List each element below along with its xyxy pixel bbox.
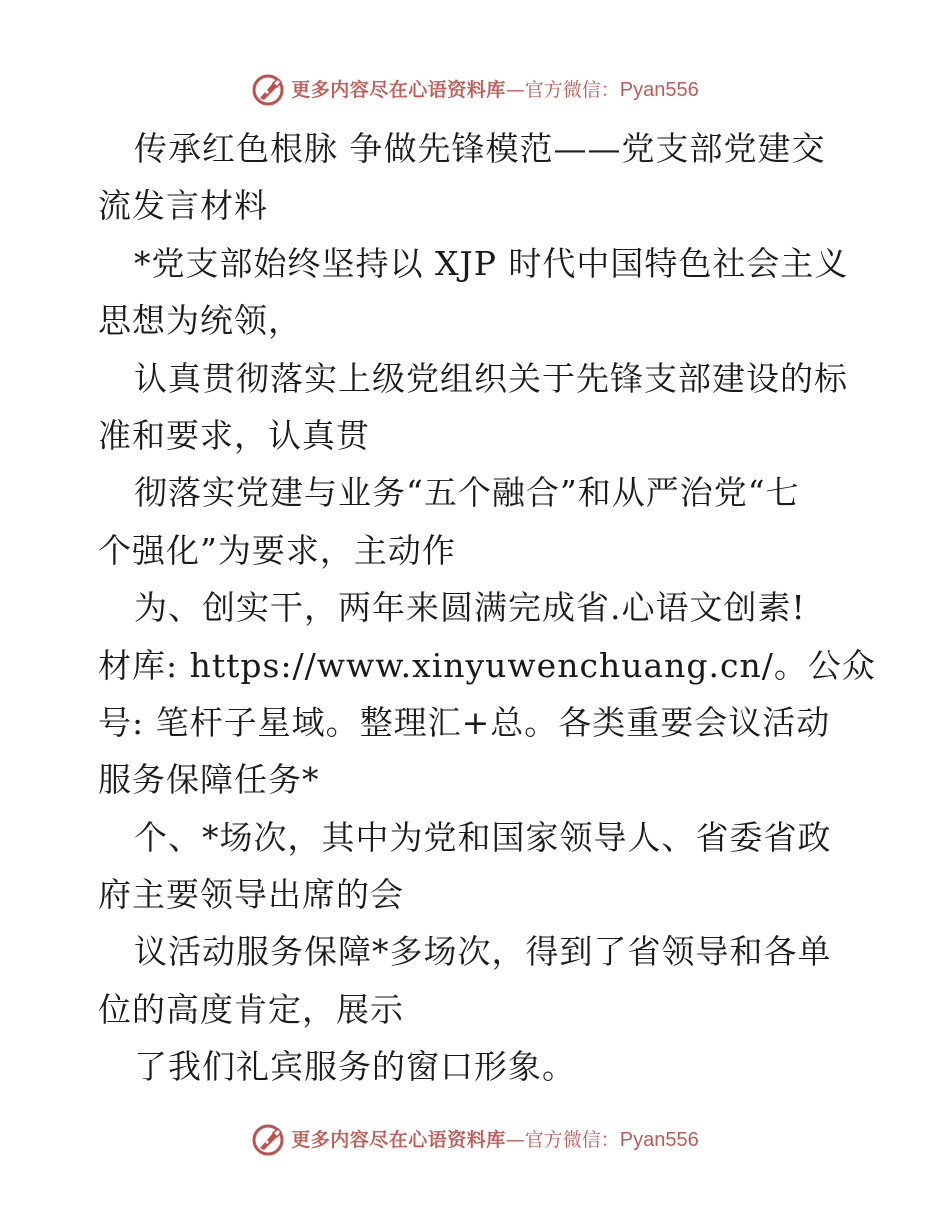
body-line: 服务保障任务* [98, 760, 320, 800]
banner-dash: — [505, 1128, 525, 1151]
header-banner [0, 70, 950, 110]
banner-text [291, 1130, 699, 1150]
document-title-line-1: 传承红色根脉 争做先锋模范——党支部党建交 [134, 129, 826, 168]
body-line: *党支部始终坚持以 XJP 时代中国特色社会主义 [134, 243, 849, 283]
body-line: 准和要求，认真贯 [98, 415, 370, 455]
body-line: 个强化”为要求，主动作 [98, 530, 456, 570]
body-line: 议活动服务保障*多场次，得到了省领导和各单 [134, 932, 832, 972]
pen-nib-logo-icon [251, 1123, 285, 1157]
banner-wechat-id: Pyan556 [619, 79, 699, 101]
body-line: 府主要领导出席的会 [98, 875, 404, 915]
body-line: 位的高度肯定，展示 [98, 989, 404, 1029]
banner-dash: — [505, 78, 525, 101]
banner-wechat-id: Pyan556 [619, 1129, 699, 1151]
body-line: 材库: https://www.xinyuwenchuang.cn/。公众 [98, 645, 876, 685]
document-body [98, 120, 876, 1096]
banner-official-label: 官方微信： [524, 1128, 620, 1151]
pen-nib-logo-icon [251, 73, 285, 107]
body-line: 认真贯彻落实上级党组织关于先锋支部建设的标 [134, 358, 848, 398]
banner-main-text: 更多内容尽在心语资料库 [291, 1128, 506, 1151]
body-line: 号: 笔杆子星域。整理汇+总。各类重要会议活动 [98, 702, 831, 742]
banner-text [291, 80, 699, 100]
footer-banner [0, 1120, 950, 1160]
body-line: 彻落实党建与业务“五个融合”和从严治党“七 [134, 473, 800, 513]
banner-main-text: 更多内容尽在心语资料库 [291, 78, 506, 101]
banner-official-label: 官方微信： [524, 78, 620, 101]
body-line: 个、*场次，其中为党和国家领导人、省委省政 [134, 817, 832, 857]
body-line: 为、创实干，两年来圆满完成省.心语文创素! [134, 588, 806, 628]
body-line: 了我们礼宾服务的窗口形象。 [134, 1047, 576, 1087]
document-title-line-2: 流发言材料 [98, 186, 268, 226]
body-line: 思想为统领， [98, 301, 302, 341]
